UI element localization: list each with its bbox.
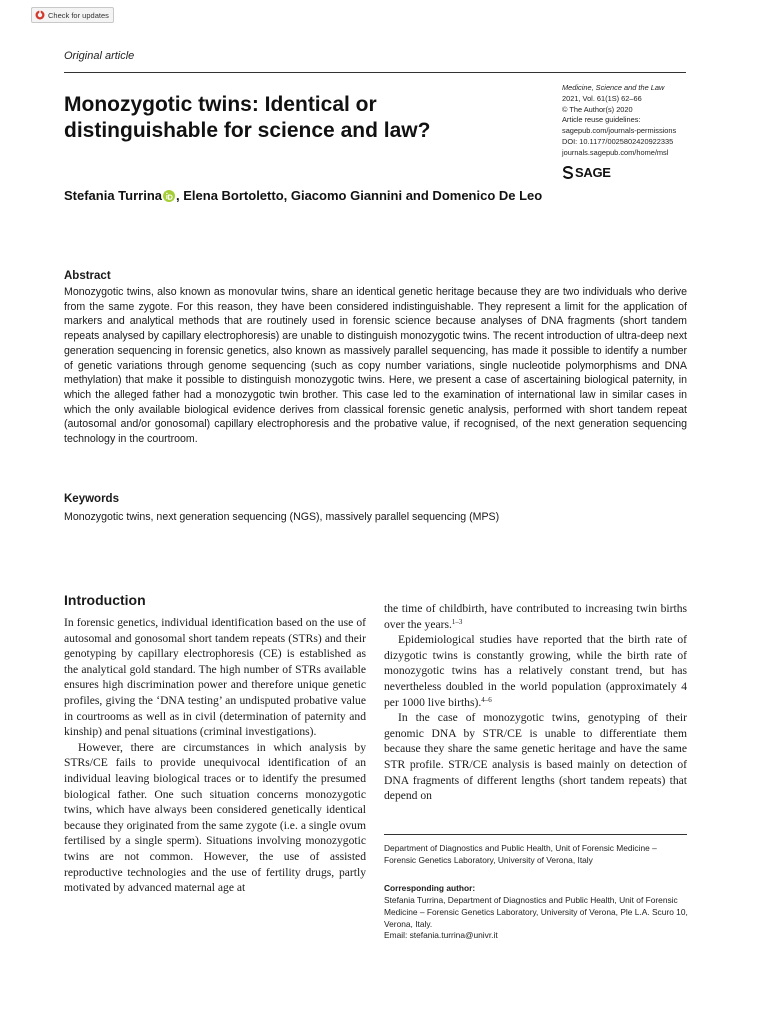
citation-ref[interactable]: 4–6 bbox=[481, 695, 492, 704]
intro-paragraph-3-text: the time of childbirth, have contributed to increasing twin births over the years. bbox=[384, 602, 687, 631]
author-first[interactable]: Stefania Turrina bbox=[64, 188, 163, 203]
journal-volume: 2021, Vol. 61(1S) 62–66 bbox=[562, 93, 642, 103]
reuse-label: Article reuse guidelines: bbox=[562, 115, 641, 125]
journal-name: Medicine, Science and the Law bbox=[562, 83, 665, 92]
intro-paragraph-3 bbox=[384, 601, 687, 632]
intro-paragraph-1: In forensic genetics, individual identification based on the use of autosomal and gonosomal short tandem repeats (STRs) and their genotyping by capillary electrophoresis (CE) is established as the analytical gold standard. The high number of STRs available ensures high discrimination power and therefore unique genetic profiles, giving the ‘DNA testing’ an undisputed probative value in courtrooms as well as in civil (determination of paternity and kinship) and penal situations (criminal investigations). bbox=[64, 616, 366, 739]
abstract-text: Monozygotic twins, also known as monovular twins, share an identical genetic heritage because they are two individuals who derive from the same zygote. For this reason, they have been considered indistinguishable. They represent a limit for the application of markers and analytical methods that are routinely used in forensic science because analyses of DNA fragments (short tandem repeats analysed by capillary electrophoresis) are unable to distinguish monozygotic twins. The recent introduction of ultra-deep next generation sequencing in forensic genetics, also known as massively parallel sequencing, has made it possible to identify a number of genetic variations through genome sequencing (such as copy number variations, single nucleotide polymorphisms and DNA methylation) that make it possible to distinguish monozygotic twins. Here, we present a case of ascertaining biological paternity, in which the alleged father had a monozygotic twin brother. This case led to the examination of international law in similar cases in which the only available biological evidence derives from classical forensic genetic analysis, performed with short tandem repeat (autosomal and/or gonosomal) capillary electrophoresis and the probative value, if recognised, of the next generation sequencing technology in the courtroom. bbox=[64, 286, 687, 446]
journal-info bbox=[562, 83, 742, 159]
check-for-updates-badge[interactable] bbox=[31, 7, 114, 23]
sage-s-icon bbox=[562, 166, 574, 179]
introduction-heading: Introduction bbox=[64, 592, 146, 608]
keywords-text: Monozygotic twins, next generation sequencing (NGS), massively parallel sequencing (MPS) bbox=[64, 511, 500, 523]
article-title: Monozygotic twins: Identical or distinguishable for science and law? bbox=[64, 93, 431, 142]
journal-homepage-link[interactable]: journals.sagepub.com/home/msl bbox=[562, 147, 669, 157]
intro-paragraph-4 bbox=[384, 632, 687, 710]
corresponding-author-heading: Corresponding author: bbox=[384, 883, 476, 893]
orcid-icon[interactable] bbox=[163, 190, 175, 202]
header-divider bbox=[64, 72, 686, 73]
journal-copyright: © The Author(s) 2020 bbox=[562, 104, 633, 114]
intro-paragraph-2: However, there are circumstances in which analysis by STRs/CE fails to provide unequivocal identification of an individual leaving biological traces or to identify the presumed biological father. One such situation concerns monozygotic twins, which have always been considered genetically identical because they originated from the same zygote (i.e. a single ovum fertilised by a single sperm). Situations involving monozygotic twins are not common. However, the use of assisted reproductive technologies and the use of fertility drugs, partly motivated by advanced maternal age at bbox=[64, 740, 366, 895]
left-column bbox=[64, 615, 366, 896]
footnote-divider bbox=[384, 834, 687, 835]
citation-ref[interactable]: 1–3 bbox=[451, 617, 463, 626]
corresponding-author-details bbox=[384, 895, 689, 942]
right-column bbox=[384, 601, 687, 804]
author-rest: , Elena Bortoletto, Giacomo Giannini and Domenico De Leo bbox=[176, 188, 543, 203]
article-type: Original article bbox=[64, 50, 135, 62]
affiliation-note: Department of Diagnostics and Public Health, Unit of Forensic Medicine – Forensic Genetics Laboratory, University of Verona, Italy bbox=[384, 843, 657, 865]
author-list bbox=[64, 186, 544, 205]
sage-logo-text: SAGE bbox=[575, 165, 611, 180]
sage-logo bbox=[562, 165, 611, 180]
abstract-heading: Abstract bbox=[64, 270, 111, 282]
corresponding-author-email[interactable]: Email: stefania.turrina@univr.it bbox=[384, 930, 498, 941]
keywords-heading: Keywords bbox=[64, 493, 119, 505]
check-for-updates-label: Check for updates bbox=[48, 10, 109, 20]
doi-link[interactable]: DOI: 10.1177/0025802420922335 bbox=[562, 136, 674, 146]
intro-paragraph-5: In the case of monozygotic twins, genotyping of their genomic DNA by STR/CE is unable to differentiate them because they share the same genetic heritage and have the same STR profile. STR/CE analysis is based mainly on detection of DNA fragments of different lengths (short tandem repeats) that depend on bbox=[384, 711, 687, 803]
reuse-link[interactable]: sagepub.com/journals-permissions bbox=[562, 126, 677, 136]
corresponding-author-address: Stefania Turrina, Department of Diagnostics and Public Health, Unit of Forensic Medicine – Forensic Genetics Laboratory, University of Verona, Ple L.A. Scuro 10, Verona, Italy. bbox=[384, 895, 688, 929]
check-updates-icon bbox=[35, 10, 45, 20]
intro-paragraph-4-text: Epidemiological studies have reported that the birth rate of dizygotic twins is constantly growing, while the birth rate of monozygotic twins has a relatively constant trend, but has nevertheless doubled in the world population (approximately 4 per 1000 live births). bbox=[384, 633, 687, 709]
